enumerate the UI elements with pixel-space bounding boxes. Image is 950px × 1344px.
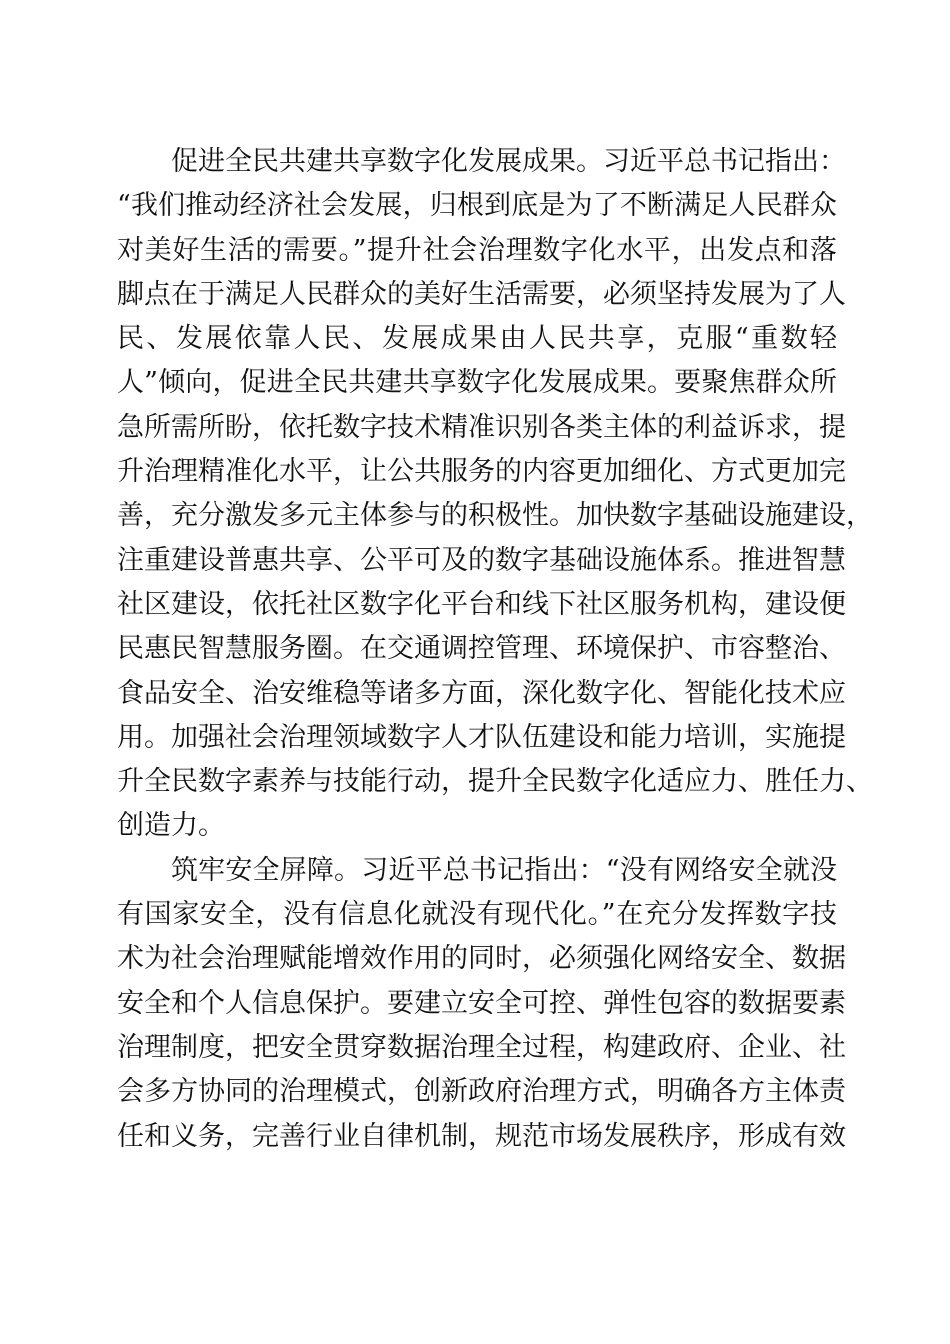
text-line: 民、发展依靠人民、发展成果由人民共享，克服“重数轻 (117, 323, 837, 355)
document-body (117, 140, 873, 1159)
text-line: 用。加强社会治理领域数字人才队伍建设和能力培训，实施提 (117, 721, 846, 753)
text-line: 对美好生活的需要。”提升社会治理数字化水平，出发点和落 (117, 234, 837, 266)
text-line: 注重建设普惠共享、公平可及的数字基础设施体系。推进智慧 (117, 544, 846, 576)
text-line: “我们推动经济社会发展，归根到底是为了不断满足人民群众 (117, 190, 837, 222)
text-line: 安全和个人信息保护。要建立安全可控、弹性包容的数据要素 (117, 987, 846, 1019)
text-line: 人”倾向，促进全民共建共享数字化发展成果。要聚焦群众所 (117, 367, 837, 399)
text-line: 治理制度，把安全贯穿数据治理全过程，构建政府、企业、社 (117, 1031, 846, 1063)
text-line: 急所需所盼，依托数字技术精准识别各类主体的利益诉求，提 (117, 411, 846, 443)
text-line: 筑牢安全屏障。习近平总书记指出：“没有网络安全就没 (171, 854, 837, 886)
text-line: 善，充分激发多元主体参与的积极性。加快数字基础设施建设， (117, 500, 873, 532)
text-line: 脚点在于满足人民群众的美好生活需要，必须坚持发展为了人 (117, 278, 846, 310)
text-line: 创造力。 (117, 810, 225, 842)
text-line: 升全民数字素养与技能行动，提升全民数字化适应力、胜任力、 (117, 766, 873, 798)
text-line: 术为社会治理赋能增效作用的同时，必须强化网络安全、数据 (117, 943, 846, 975)
text-line: 促进全民共建共享数字化发展成果。习近平总书记指出： (171, 146, 846, 177)
paragraph-1 (117, 140, 873, 849)
text-line: 社区建设，依托社区数字化平台和线下社区服务机构，建设便 (117, 588, 846, 620)
paragraph-2 (117, 849, 846, 1159)
text-line: 食品安全、治安维稳等诸多方面，深化数字化、智能化技术应 (117, 677, 846, 709)
text-line: 升治理精准化水平，让公共服务的内容更加细化、方式更加完 (117, 456, 846, 488)
text-line: 会多方协同的治理模式，创新政府治理方式，明确各方主体责 (117, 1076, 846, 1108)
text-line: 任和义务，完善行业自律机制，规范市场发展秩序，形成有效 (117, 1120, 846, 1152)
text-line: 有国家安全，没有信息化就没有现代化。”在充分发挥数字技 (117, 899, 837, 931)
text-line: 民惠民智慧服务圈。在交通调控管理、环境保护、市容整治、 (117, 633, 846, 665)
